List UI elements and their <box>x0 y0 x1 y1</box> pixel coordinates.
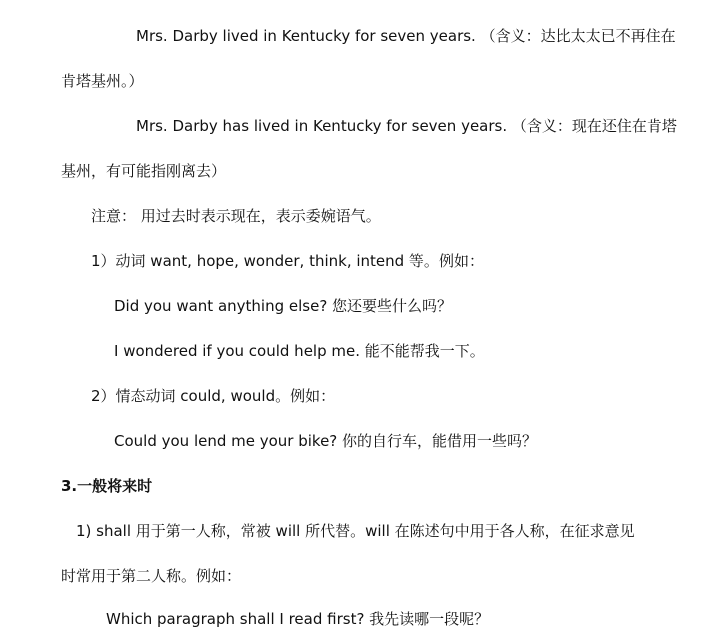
text-line: Did you want anything else? 您还要些什么吗？ <box>114 297 453 315</box>
text-line: I wondered if you could help me. 能不能帮我一下。 <box>114 342 485 360</box>
text-line: Mrs. Darby lived in Kentucky for seven years. （含义：达比太太已不再住在 <box>136 27 676 45</box>
text-line: 时常用于第二人称。例如： <box>61 567 242 585</box>
text-line: 1）动词 want, hope, wonder, think, intend 等。例如： <box>91 252 484 270</box>
section-heading: 3.一般将来时 <box>61 477 153 495</box>
text-line: Could you lend me your bike? 你的自行车，能借用一些吗？ <box>114 432 538 450</box>
text-line: Which paragraph shall I read first? 我先读哪一段呢？ <box>106 610 490 628</box>
text-line: Mrs. Darby has lived in Kentucky for seven years. （含义：现在还住在肯塔 <box>136 117 677 135</box>
text-line: 2）情态动词 could, would。例如： <box>91 387 336 405</box>
text-line: 基州，有可能指刚离去） <box>61 162 227 180</box>
text-line: 注意： 用过去时表示现在，表示委婉语气。 <box>91 207 381 225</box>
text-line: 1) shall 用于第一人称，常被 will 所代替。will 在陈述句中用于各人称，在征求意见 <box>76 522 635 540</box>
text-line: 肯塔基州。） <box>61 72 144 90</box>
